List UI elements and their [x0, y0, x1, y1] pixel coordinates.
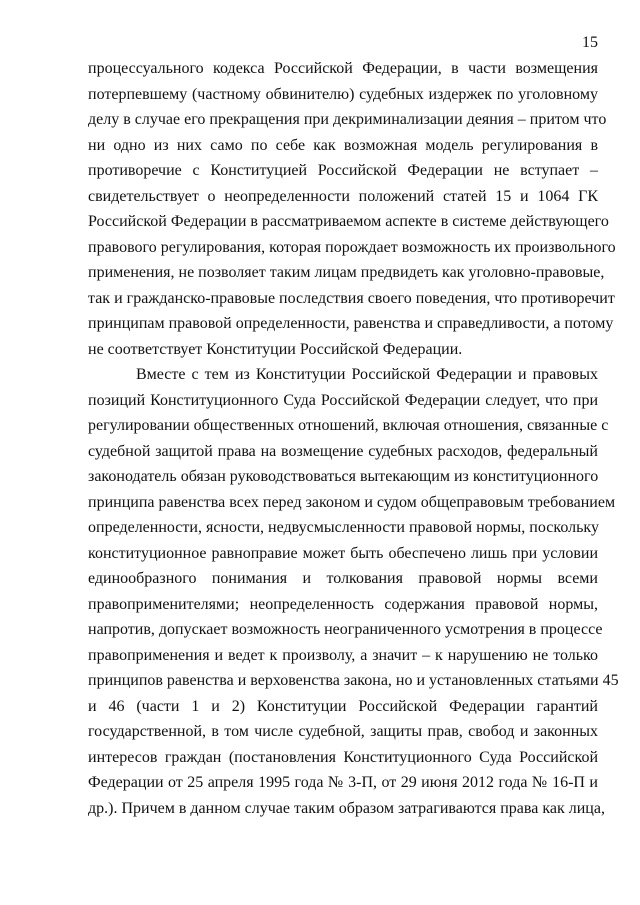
- text-line: регулировании общественных отношений, включая отношения, связанные с: [88, 417, 609, 434]
- text-line: Российской Федерации в рассматриваемом аспекте в системе действующего: [88, 213, 609, 230]
- paragraph-2: [88, 362, 619, 821]
- text-line: определенности, ясности, недвусмысленности правовой нормы, поскольку: [88, 519, 599, 536]
- text-line: напротив, допускает возможность неограниченного усмотрения в процессе: [88, 621, 603, 638]
- text-line: так и гражданско-правовые последствия своего поведения, что противоречит: [88, 289, 615, 307]
- text-line: интересов граждан (постановления Конституционного Суда Российской: [88, 748, 598, 766]
- text-line: законодатель обязан руководствоваться вытекающим из конституционного: [88, 468, 599, 485]
- text-line: судебной защитой права на возмещение судебных расходов, федеральный: [88, 442, 598, 460]
- text-line: позиций Конституционного Суда Российской Федерации следует, что при: [88, 391, 598, 409]
- text-line: правоприменения и ведет к произволу, а значит – к нарушению не только: [88, 646, 598, 664]
- text-line: принципа равенства всех перед законом и судом общеправовым требованием: [88, 493, 616, 511]
- text-line: государственной, в том числе судебной, защиты прав, свобод и законных: [88, 723, 598, 740]
- text-line: правового регулирования, которая порождает возможность их произвольного: [88, 238, 616, 256]
- text-line: свидетельствует о неопределенности положений статей 15 и 1064 ГК: [88, 187, 598, 205]
- text-line: принципам правовой определенности, равенства и справедливости, а потому: [88, 315, 614, 332]
- text-line: конституционное равноправие может быть обеспечено лишь при условии: [88, 544, 598, 562]
- text-line: и 46 (части 1 и 2) Конституции Российской Федерации гарантий: [88, 697, 598, 715]
- text-line: ни одно из них само по себе как возможная модель регулирования в: [88, 136, 598, 154]
- text-line: процессуального кодекса Российской Федерации, в части возмещения: [88, 60, 598, 77]
- text-line: правоприменителями; неопределенность содержания правовой нормы,: [88, 595, 598, 613]
- text-line: принципов равенства и верховенства закона, но и установленных статьями 45: [88, 672, 619, 689]
- document-body: [88, 56, 619, 821]
- text-line: применения, не позволяет таким лицам предвидеть как уголовно-правовые,: [88, 264, 605, 281]
- page-number: 15: [582, 34, 598, 51]
- text-line: не соответствует Конституции Российской Федерации.: [88, 340, 463, 358]
- text-line: Вместе с тем из Конституции Российской Федерации и правовых: [136, 366, 598, 383]
- text-line: др.). Причем в данном случае таким образом затрагиваются права как лица,: [88, 799, 605, 817]
- paragraph-1: [88, 56, 616, 362]
- text-line: единообразного понимания и толкования правовой нормы всеми: [88, 570, 598, 587]
- text-line: делу в случае его прекращения при декриминализации деяния – притом что: [88, 111, 607, 128]
- text-line: противоречие с Конституцией Российской Федерации не вступает –: [88, 162, 598, 179]
- text-line: потерпевшему (частному обвинителю) судебных издержек по уголовному: [88, 85, 598, 103]
- text-line: Федерации от 25 апреля 1995 года № 3-П, от 29 июня 2012 года № 16-П и: [88, 774, 598, 791]
